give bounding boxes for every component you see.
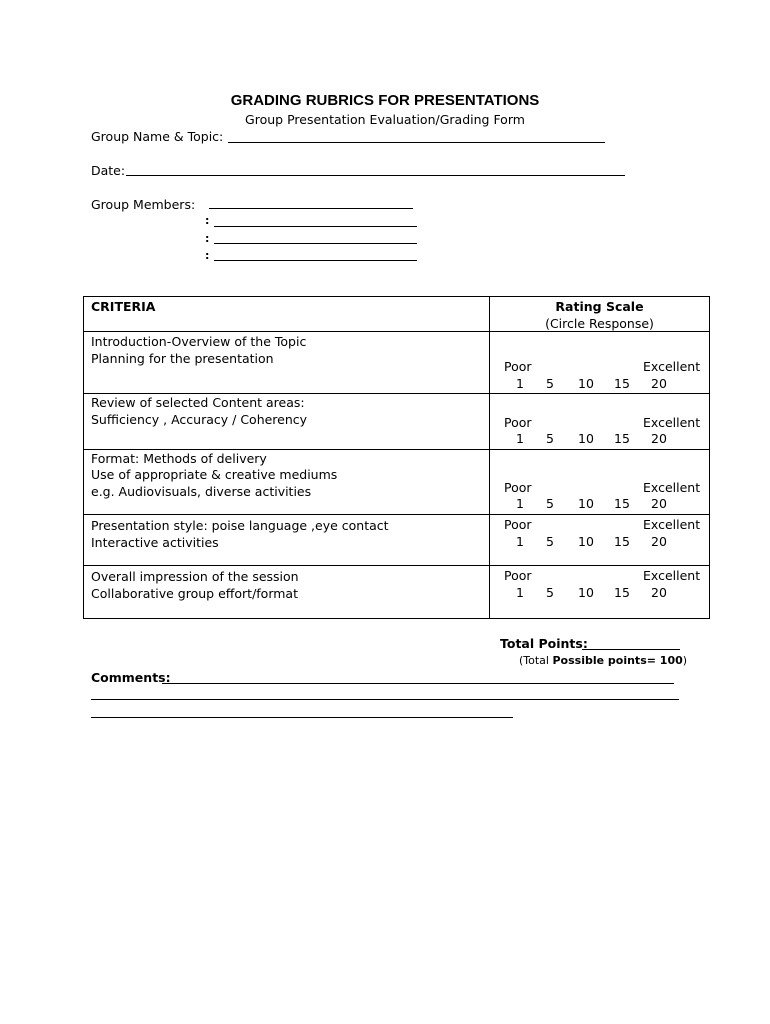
criteria-text: Presentation style: poise language ,eye contact xyxy=(91,518,389,533)
rating-option[interactable]: 15 xyxy=(614,496,630,511)
poor-label: Poor xyxy=(504,415,532,430)
date-label: Date: xyxy=(91,163,126,178)
criteria-text: e.g. Audiovisuals, diverse activities xyxy=(91,484,312,499)
total-points-field[interactable] xyxy=(582,649,680,650)
poor-label: Poor xyxy=(504,568,532,583)
excellent-label: Excellent xyxy=(643,415,701,430)
rating-option[interactable]: 10 xyxy=(578,496,594,511)
rating-option[interactable]: 10 xyxy=(578,431,594,446)
excellent-label: Excellent xyxy=(643,359,701,374)
criteria-header: CRITERIA xyxy=(91,299,156,314)
poor-label: Poor xyxy=(504,517,532,532)
rating-option[interactable]: 10 xyxy=(578,376,594,391)
table-row-divider xyxy=(83,514,710,515)
rating-option[interactable]: 1 xyxy=(516,496,524,511)
poor-label: Poor xyxy=(504,359,532,374)
rating-option[interactable]: 20 xyxy=(651,534,667,549)
criteria-text: Format: Methods of delivery xyxy=(91,451,267,466)
criteria-text: Sufficiency , Accuracy / Coherency xyxy=(91,412,308,427)
comments-field-line[interactable] xyxy=(162,683,674,684)
rating-option[interactable]: 20 xyxy=(651,376,667,391)
group-name-label: Group Name & Topic: xyxy=(91,129,224,144)
excellent-label: Excellent xyxy=(643,568,701,583)
criteria-text: Collaborative group effort/format xyxy=(91,586,298,601)
page-title: GRADING RUBRICS FOR PRESENTATIONS xyxy=(230,92,540,109)
rating-scale-header: Rating Scale xyxy=(555,299,644,314)
excellent-label: Excellent xyxy=(643,517,701,532)
group-name-field[interactable] xyxy=(228,142,605,143)
criteria-text: Review of selected Content areas: xyxy=(91,395,305,410)
rating-option[interactable]: 5 xyxy=(546,534,554,549)
total-points-note: (Total Possible points= 100) xyxy=(519,654,688,667)
excellent-label: Excellent xyxy=(643,480,701,495)
rating-option[interactable]: 15 xyxy=(614,534,630,549)
comments-label: Comments: xyxy=(91,670,171,685)
member-field-1[interactable] xyxy=(209,208,413,209)
criteria-text: Introduction-Overview of the Topic xyxy=(91,334,307,349)
member-field-3[interactable] xyxy=(214,243,417,244)
rating-option[interactable]: 10 xyxy=(578,534,594,549)
criteria-text: Planning for the presentation xyxy=(91,351,274,366)
rating-option[interactable]: 5 xyxy=(546,376,554,391)
member-field-4[interactable] xyxy=(214,260,417,261)
date-field[interactable] xyxy=(126,175,625,176)
rating-option[interactable]: 5 xyxy=(546,431,554,446)
rating-option[interactable]: 15 xyxy=(614,585,630,600)
rating-option[interactable]: 20 xyxy=(651,431,667,446)
rating-option[interactable]: 1 xyxy=(516,431,524,446)
member-field-2[interactable] xyxy=(214,226,417,227)
rating-option[interactable]: 20 xyxy=(651,585,667,600)
rating-option[interactable]: 10 xyxy=(578,585,594,600)
rating-option[interactable]: 20 xyxy=(651,496,667,511)
criteria-text: Use of appropriate & creative mediums xyxy=(91,467,338,482)
rating-option[interactable]: 1 xyxy=(516,585,524,600)
table-row-divider xyxy=(83,565,710,566)
comments-field-line[interactable] xyxy=(91,699,679,700)
criteria-text: Overall impression of the session xyxy=(91,569,299,584)
rating-option[interactable]: 15 xyxy=(614,431,630,446)
page-subtitle: Group Presentation Evaluation/Grading Form xyxy=(245,112,525,127)
comments-field-line[interactable] xyxy=(91,717,513,718)
rating-option[interactable]: 5 xyxy=(546,496,554,511)
table-column-divider xyxy=(489,296,490,619)
members-label: Group Members: xyxy=(91,197,196,212)
total-points-label: Total Points: xyxy=(500,636,588,651)
criteria-text: Interactive activities xyxy=(91,535,219,550)
rating-option[interactable]: 1 xyxy=(516,534,524,549)
member-colon: : xyxy=(205,232,210,245)
rating-option[interactable]: 5 xyxy=(546,585,554,600)
rating-scale-subheader: (Circle Response) xyxy=(545,316,654,331)
rating-option[interactable]: 15 xyxy=(614,376,630,391)
member-colon: : xyxy=(205,214,210,227)
rating-option[interactable]: 1 xyxy=(516,376,524,391)
member-colon: : xyxy=(205,249,210,262)
poor-label: Poor xyxy=(504,480,532,495)
